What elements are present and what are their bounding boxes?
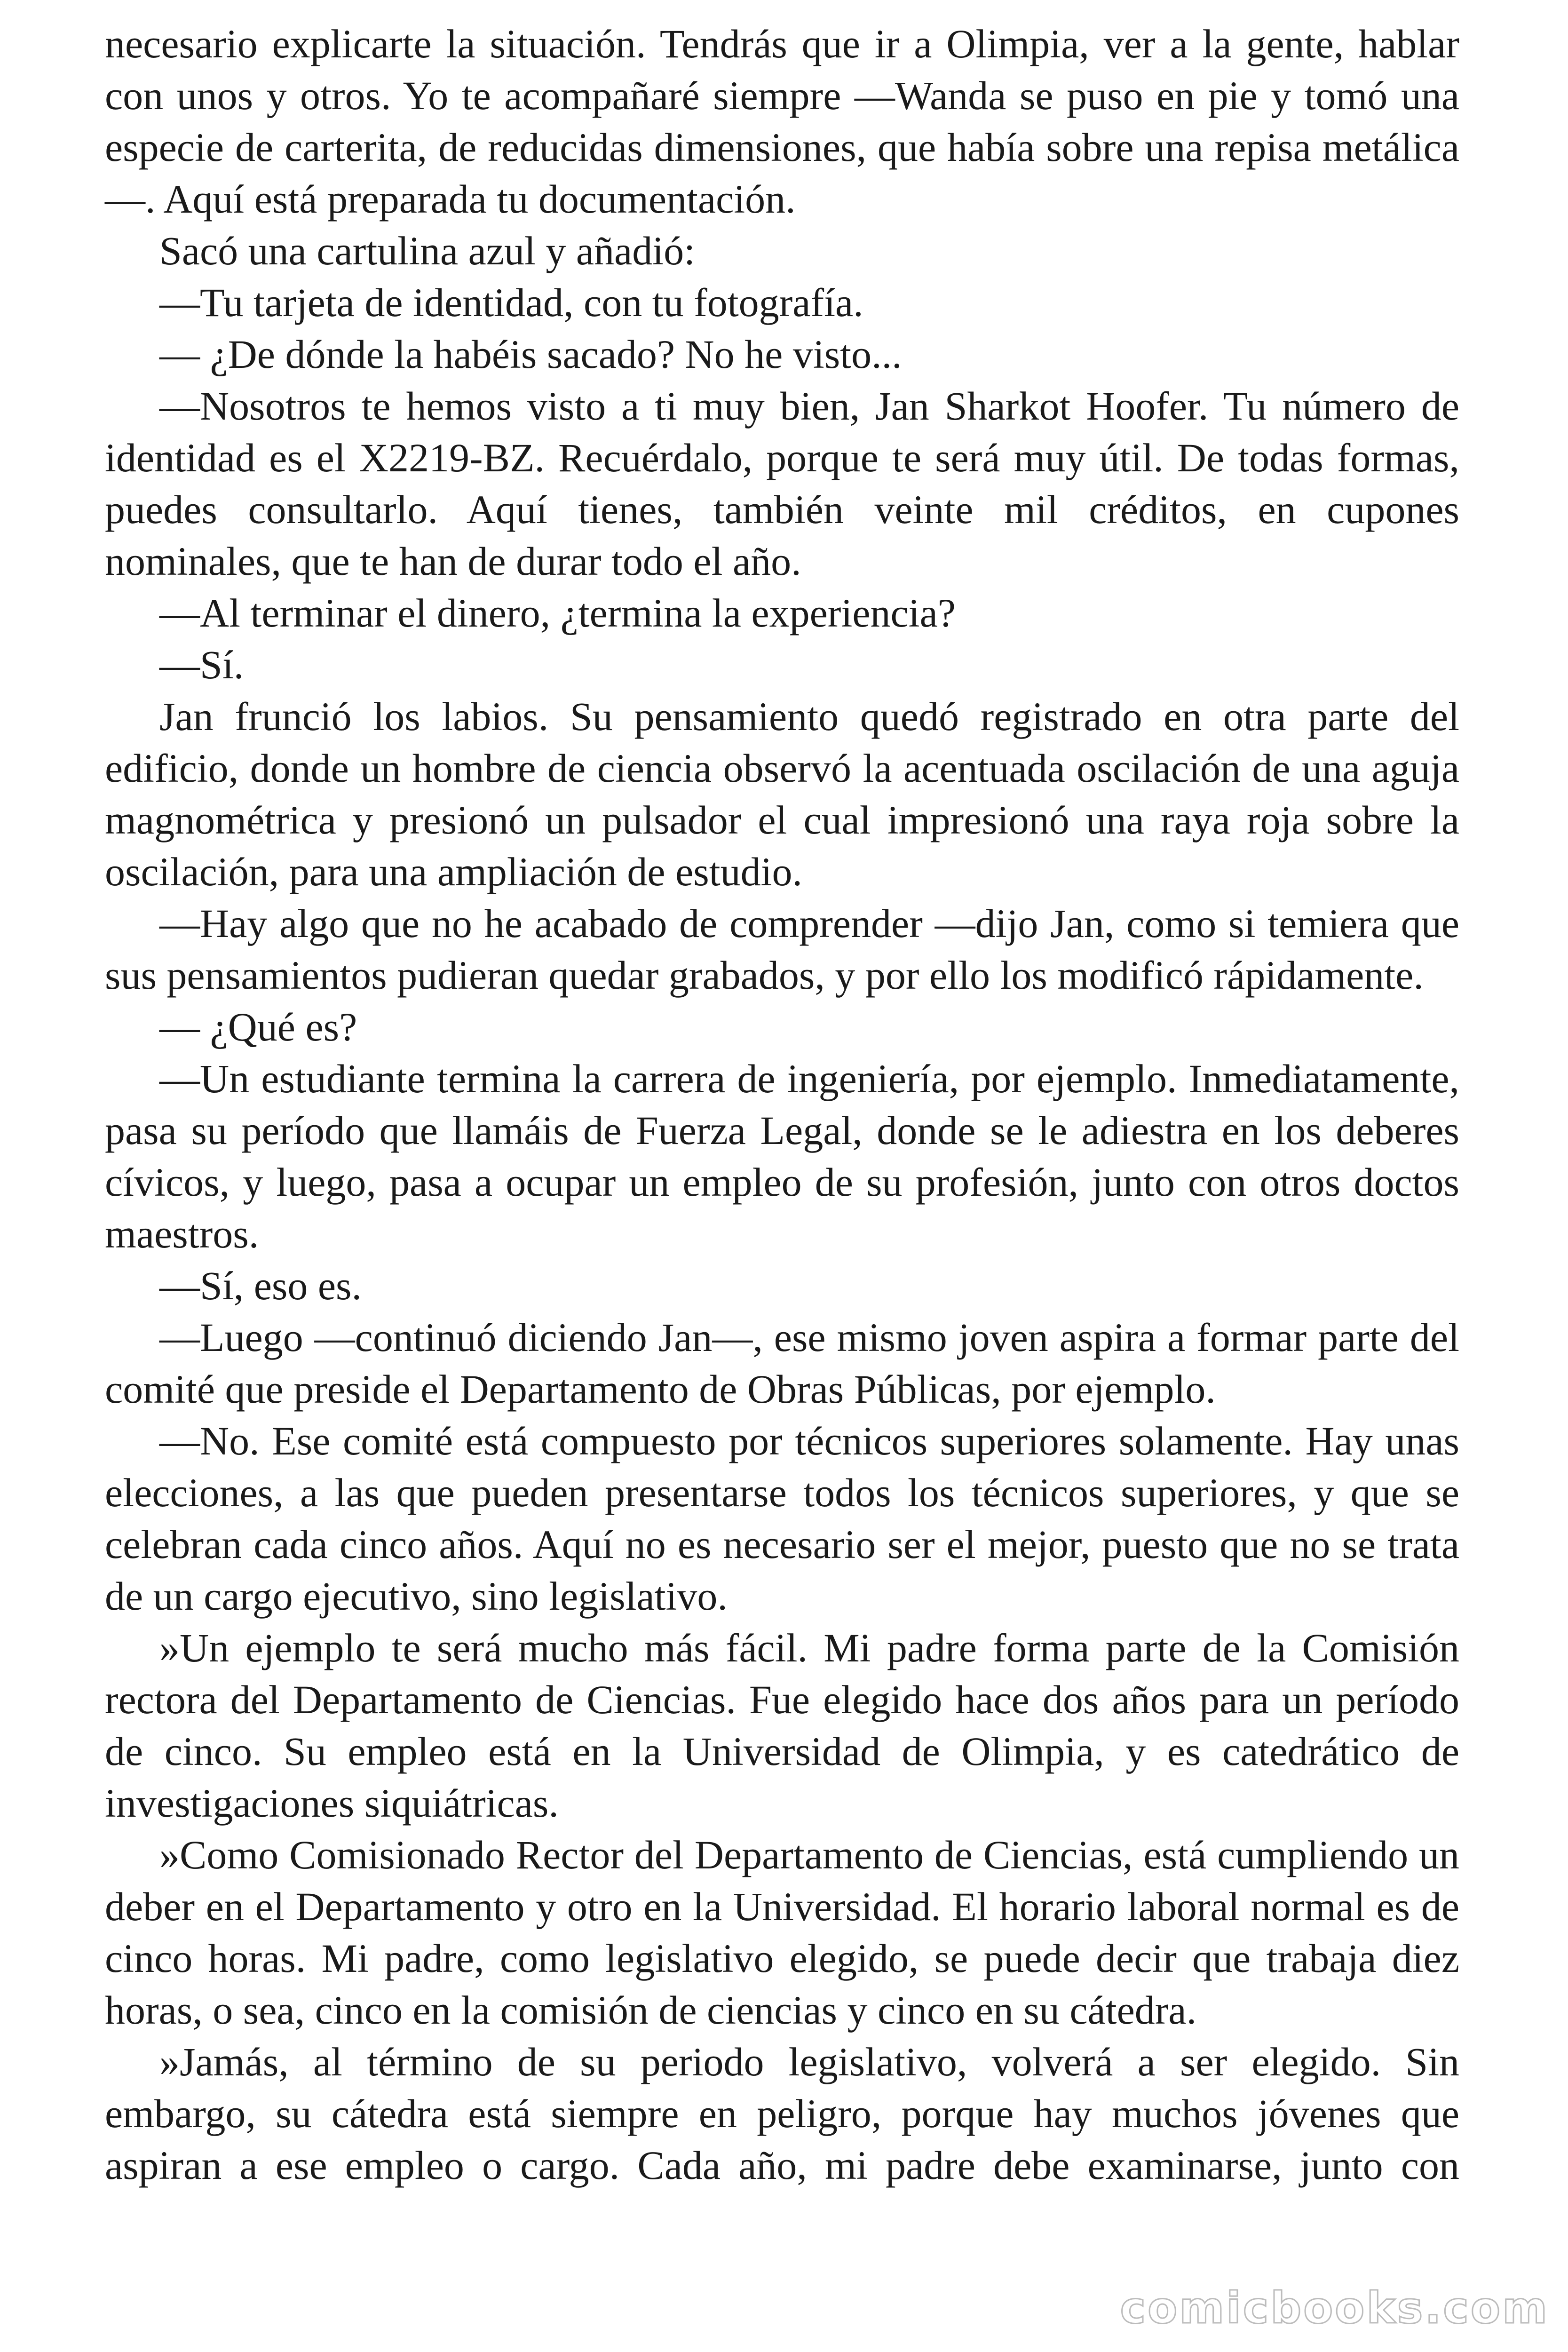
paragraph-6: —Al terminar el dinero, ¿termina la experiencia? (159, 590, 956, 636)
paragraph-11: —Un estudiante termina la carrera de ingeniería, por ejemplo. Inmediatamente, pasa su período que llamáis de Fuerza Legal, donde se le adiestra en los deberes cívicos, y luego, pasa a ocupar un empleo de su profesión, junto con otros doctos maestros. (105, 1056, 1459, 1256)
paragraph-2: Sacó una cartulina azul y añadió: (159, 228, 696, 273)
paragraph-7: —Sí. (159, 642, 244, 687)
paragraph-10: — ¿Qué es? (159, 1004, 357, 1049)
paragraph-1: necesario explicarte la situación. Tendrás que ir a Olimpia, ver a la gente, hablar con unos y otros. Yo te acompañaré siempre —Wanda se puso en pie y tomó una especie de carterita, de reducidas dimensiones, que había sobre una repisa metálica—. Aquí está preparada tu documentación. (105, 21, 1459, 222)
paragraph-5: —Nosotros te hemos visto a ti muy bien, Jan Sharkot Hoofer. Tu número de identidad es el X2219-BZ. Recuérdalo, porque te será muy útil. De todas formas, puedes consultarlo. Aquí tienes, también veinte mil créditos, en cupones nominales, que te han de durar todo el año. (105, 383, 1459, 584)
paragraph-14: —No. Ese comité está compuesto por técnicos superiores solamente. Hay unas elecciones, a las que pueden presentarse todos los técnicos superiores, y que se celebran cada cinco años. Aquí no es necesario ser el mejor, puesto que no se trata de un cargo ejecutivo, sino legislativo. (105, 1418, 1459, 1619)
page-body (105, 18, 1459, 2191)
paragraph-9: —Hay algo que no he acabado de comprender —dijo Jan, como si temiera que sus pensamientos pudieran quedar grabados, y por ello los modificó rápidamente. (105, 901, 1459, 998)
paragraph-8: Jan frunció los labios. Su pensamiento quedó registrado en otra parte del edificio, donde un hombre de ciencia observó la acentuada oscilación de una aguja magnométrica y presionó un pulsador el cual impresionó una raya roja sobre la oscilación, para una ampliación de estudio. (105, 694, 1459, 894)
paragraph-13: —Luego —continuó diciendo Jan—, ese mismo joven aspira a formar parte del comité que preside el Departamento de Obras Públicas, por ejemplo. (105, 1315, 1459, 1412)
paragraph-3: —Tu tarjeta de identidad, con tu fotografía. (159, 280, 863, 325)
paragraph-15: »Un ejemplo te será mucho más fácil. Mi padre forma parte de la Comisión rectora del Departamento de Ciencias. Fue elegido hace dos años para un período de cinco. Su empleo está en la Universidad de Olimpia, y es catedrático de investigaciones siquiátricas. (105, 1625, 1459, 1826)
paragraph-16: »Como Comisionado Rector del Departamento de Ciencias, está cumpliendo un deber en el Departamento y otro en la Universidad. El horario laboral normal es de cinco horas. Mi padre, como legislativo elegido, se puede decir que trabaja diez horas, o sea, cinco en la comisión de ciencias y cinco en su cátedra. (105, 1832, 1459, 2033)
watermark-logo: comicbooks.com (1120, 2283, 1549, 2333)
paragraph-12: —Sí, eso es. (159, 1263, 362, 1308)
paragraph-4: — ¿De dónde la habéis sacado? No he visto... (159, 332, 902, 377)
paragraph-17: »Jamás, al término de su periodo legislativo, volverá a ser elegido. Sin embargo, su cátedra está siempre en peligro, porque hay muchos jóvenes que aspiran a ese empleo o cargo. Cada año, mi padre debe examinarse, junto con (105, 2039, 1459, 2188)
